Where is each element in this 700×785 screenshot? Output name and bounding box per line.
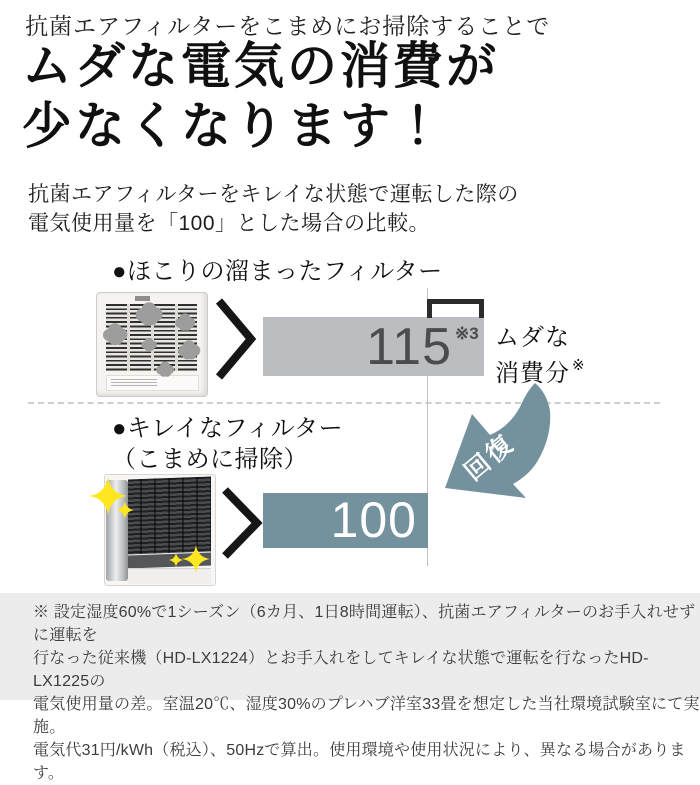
section-divider: [28, 402, 660, 404]
waste-portion-bracket: [427, 299, 484, 318]
comparison-note: [28, 180, 519, 238]
main-title-line2: 少なくなります！: [22, 98, 446, 154]
footnote-line: 電気使用量の差。室温20℃、湿度30%のプレハブ洋室33畳を想定した当社環境試験室にて実施。: [33, 696, 700, 736]
clean-filter-value: 100: [330, 491, 417, 548]
footnote-line: 電気代31円/kWh（税込）、50Hzで算出。使用環境や使用状況により、異なる場合があります。: [33, 742, 686, 782]
dust-cloud-icon: [103, 302, 200, 377]
chevron-right-icon: [214, 297, 256, 381]
clean-filter-heading: [112, 413, 343, 475]
headline-kicker: 抗菌エアフィルターをこまめにお掃除することで: [25, 13, 551, 39]
sparkle-icon: [89, 477, 210, 573]
clean-filter-heading-line2: （こまめに掃除）: [112, 446, 308, 473]
comparison-note-line2: 電気使用量を「100」とした場合の比較。: [28, 212, 431, 235]
waste-footnote-marker: ※: [572, 357, 586, 374]
main-title-line1: ムダな電気の消費が: [22, 38, 499, 94]
dust-clouds: [97, 293, 207, 396]
dirty-filter-heading: ●ほこりの溜まったフィルター: [112, 258, 443, 285]
dirty-filter-footnote-marker: ※3: [455, 324, 479, 343]
waste-label-line2: 消費分 ※: [495, 357, 586, 387]
comparison-note-line1: 抗菌エアフィルターをキレイな状態で運転した際の: [28, 183, 519, 206]
clean-filter-heading-line1: ●キレイなフィルター: [112, 415, 344, 442]
footnote-text: [33, 601, 700, 785]
main-title: [22, 36, 499, 156]
chevron-right-icon: [220, 486, 262, 560]
sparkle-icons: [80, 468, 225, 593]
footnote-line: 行なった従来機（HD-LX1224）とお手入れをしてキレイな状態で運転を行なったHD-LX1225の: [33, 650, 649, 690]
footnote-panel: [0, 593, 700, 782]
footnote-line: ※ 設定湿度60%で1シーズン（6カ月、1日8時間運転）、抗菌エアフィルターのお手入れせずに運転を: [33, 604, 696, 644]
recovery-arrow: [437, 377, 557, 507]
dusty-filter-illustration: [96, 292, 208, 397]
recovery-arrow-label: 回復: [459, 429, 521, 487]
waste-label-line1: ムダな: [495, 324, 570, 351]
dirty-filter-value: 115: [366, 318, 452, 376]
